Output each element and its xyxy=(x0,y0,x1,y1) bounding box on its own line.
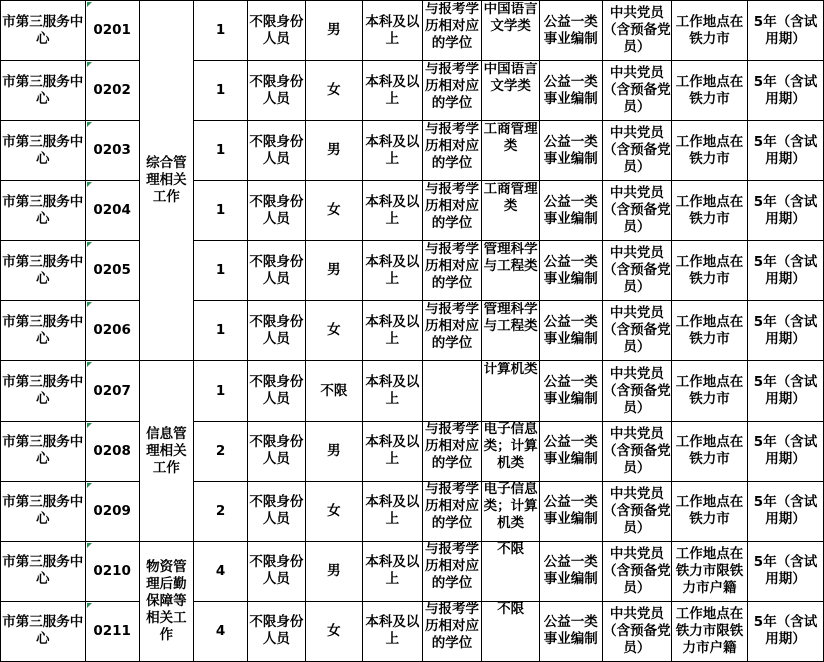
major-cell xyxy=(482,541,539,601)
recruit-count-cell: 4 xyxy=(193,601,247,661)
education-cell: 本科及以上 xyxy=(363,421,423,481)
identity-requirement-cell: 不限身份人员 xyxy=(248,121,305,181)
major-cell-text: 不限 xyxy=(497,542,525,558)
major-cell xyxy=(482,601,539,661)
service-term-cell: 5年（含试用期） xyxy=(748,241,824,301)
major-cell xyxy=(482,181,539,241)
recruit-count-cell: 2 xyxy=(193,421,247,481)
service-term-cell: 5年（含试用期） xyxy=(748,361,824,421)
major-cell-text: 电子信息类；计算机类 xyxy=(483,422,538,472)
unit-name-cell: 市第三服务中心 xyxy=(1,601,86,661)
position-code-cell: 0207 xyxy=(85,361,139,421)
major-cell-text: 工商管理类 xyxy=(483,121,538,154)
degree-cell xyxy=(422,361,482,421)
education-cell: 本科及以上 xyxy=(363,361,423,421)
table-row xyxy=(1,1,824,61)
education-cell: 本科及以上 xyxy=(363,121,423,181)
position-category-cell: 物资管理后勤保障等相关工作 xyxy=(139,541,193,661)
major-cell-text: 不限 xyxy=(497,602,525,618)
service-term-cell: 5年（含试用期） xyxy=(748,601,824,661)
service-term-cell: 5年（含试用期） xyxy=(748,1,824,61)
degree-cell-text: 与报考学历相对应的学位 xyxy=(425,542,480,592)
political-status-cell: 中共党员（含预备党员） xyxy=(602,181,671,241)
identity-requirement-cell: 不限身份人员 xyxy=(248,181,305,241)
table-row xyxy=(1,481,824,541)
table-row xyxy=(1,241,824,301)
degree-cell-text: 与报考学历相对应的学位 xyxy=(425,422,480,472)
political-status-cell: 中共党员（含预备党员） xyxy=(602,1,671,61)
staffing-nature-cell: 公益一类事业编制 xyxy=(539,541,602,601)
other-condition-cell: 工作地点在铁力市限铁力市户籍 xyxy=(672,541,748,601)
education-cell: 本科及以上 xyxy=(363,181,423,241)
major-cell xyxy=(482,241,539,301)
recruit-count-cell: 4 xyxy=(193,541,247,601)
gender-cell: 女 xyxy=(305,181,362,241)
table-row xyxy=(1,181,824,241)
staffing-nature-cell: 公益一类事业编制 xyxy=(539,181,602,241)
recruit-count-cell: 1 xyxy=(193,61,247,121)
unit-name-cell: 市第三服务中心 xyxy=(1,181,86,241)
degree-cell-text: 与报考学历相对应的学位 xyxy=(425,181,480,231)
degree-cell xyxy=(422,601,482,661)
major-cell xyxy=(482,61,539,121)
position-category-cell: 信息管理相关工作 xyxy=(139,361,193,541)
political-status-cell: 中共党员（含预备党员） xyxy=(602,301,671,361)
staffing-nature-cell: 公益一类事业编制 xyxy=(539,121,602,181)
other-condition-cell: 工作地点在铁力市 xyxy=(672,481,748,541)
staffing-nature-cell: 公益一类事业编制 xyxy=(539,481,602,541)
major-cell-text: 中国语言文学类 xyxy=(483,1,538,34)
staffing-nature-cell: 公益一类事业编制 xyxy=(539,1,602,61)
other-condition-cell: 工作地点在铁力市 xyxy=(672,181,748,241)
other-condition-cell: 工作地点在铁力市 xyxy=(672,421,748,481)
political-status-cell: 中共党员（含预备党员） xyxy=(602,121,671,181)
political-status-cell: 中共党员（含预备党员） xyxy=(602,481,671,541)
unit-name-cell: 市第三服务中心 xyxy=(1,121,86,181)
education-cell: 本科及以上 xyxy=(363,241,423,301)
degree-cell-text: 与报考学历相对应的学位 xyxy=(425,241,480,291)
political-status-cell: 中共党员（含预备党员） xyxy=(602,601,671,661)
major-cell xyxy=(482,361,539,421)
political-status-cell: 中共党员（含预备党员） xyxy=(602,541,671,601)
major-cell xyxy=(482,301,539,361)
political-status-cell: 中共党员（含预备党员） xyxy=(602,61,671,121)
gender-cell: 男 xyxy=(305,541,362,601)
gender-cell: 男 xyxy=(305,121,362,181)
degree-cell xyxy=(422,301,482,361)
degree-cell xyxy=(422,241,482,301)
staffing-nature-cell: 公益一类事业编制 xyxy=(539,421,602,481)
major-cell xyxy=(482,121,539,181)
staffing-nature-cell: 公益一类事业编制 xyxy=(539,61,602,121)
major-cell xyxy=(482,481,539,541)
degree-cell xyxy=(422,541,482,601)
recruit-count-cell: 1 xyxy=(193,1,247,61)
table-row xyxy=(1,61,824,121)
unit-name-cell: 市第三服务中心 xyxy=(1,61,86,121)
gender-cell: 女 xyxy=(305,601,362,661)
degree-cell xyxy=(422,421,482,481)
position-code-cell: 0210 xyxy=(85,541,139,601)
political-status-cell: 中共党员（含预备党员） xyxy=(602,361,671,421)
degree-cell xyxy=(422,1,482,61)
table-row xyxy=(1,601,824,661)
degree-cell xyxy=(422,121,482,181)
identity-requirement-cell: 不限身份人员 xyxy=(248,361,305,421)
service-term-cell: 5年（含试用期） xyxy=(748,181,824,241)
gender-cell: 女 xyxy=(305,301,362,361)
other-condition-cell: 工作地点在铁力市 xyxy=(672,1,748,61)
unit-name-cell: 市第三服务中心 xyxy=(1,241,86,301)
unit-name-cell: 市第三服务中心 xyxy=(1,361,86,421)
table-row xyxy=(1,121,824,181)
position-code-cell: 0201 xyxy=(85,1,139,61)
degree-cell xyxy=(422,181,482,241)
recruit-count-cell: 1 xyxy=(193,301,247,361)
major-cell-text: 工商管理类 xyxy=(483,181,538,214)
service-term-cell: 5年（含试用期） xyxy=(748,541,824,601)
staffing-nature-cell: 公益一类事业编制 xyxy=(539,361,602,421)
degree-cell-text: 与报考学历相对应的学位 xyxy=(425,61,480,111)
gender-cell: 女 xyxy=(305,481,362,541)
other-condition-cell: 工作地点在铁力市 xyxy=(672,301,748,361)
table-row xyxy=(1,361,824,421)
recruit-count-cell: 2 xyxy=(193,481,247,541)
unit-name-cell: 市第三服务中心 xyxy=(1,541,86,601)
recruit-count-cell: 1 xyxy=(193,241,247,301)
degree-cell-text: 与报考学历相对应的学位 xyxy=(425,482,480,532)
education-cell: 本科及以上 xyxy=(363,1,423,61)
major-cell-text: 中国语言文学类 xyxy=(483,61,538,94)
staffing-nature-cell: 公益一类事业编制 xyxy=(539,301,602,361)
staffing-nature-cell: 公益一类事业编制 xyxy=(539,601,602,661)
other-condition-cell: 工作地点在铁力市限铁力市户籍 xyxy=(672,601,748,661)
identity-requirement-cell: 不限身份人员 xyxy=(248,241,305,301)
major-cell xyxy=(482,421,539,481)
political-status-cell: 中共党员（含预备党员） xyxy=(602,241,671,301)
major-cell-text: 管理科学与工程类 xyxy=(483,241,538,274)
other-condition-cell: 工作地点在铁力市 xyxy=(672,61,748,121)
position-code-cell: 0206 xyxy=(85,301,139,361)
major-cell-text: 管理科学与工程类 xyxy=(483,301,538,334)
identity-requirement-cell: 不限身份人员 xyxy=(248,601,305,661)
position-code-cell: 0204 xyxy=(85,181,139,241)
major-cell-text: 电子信息类；计算机类 xyxy=(483,482,538,532)
education-cell: 本科及以上 xyxy=(363,601,423,661)
service-term-cell: 5年（含试用期） xyxy=(748,301,824,361)
unit-name-cell: 市第三服务中心 xyxy=(1,421,86,481)
service-term-cell: 5年（含试用期） xyxy=(748,421,824,481)
political-status-cell: 中共党员（含预备党员） xyxy=(602,421,671,481)
recruit-count-cell: 1 xyxy=(193,361,247,421)
degree-cell xyxy=(422,481,482,541)
identity-requirement-cell: 不限身份人员 xyxy=(248,1,305,61)
major-cell-text: 计算机类 xyxy=(483,362,538,377)
position-code-cell: 0211 xyxy=(85,601,139,661)
position-category-cell: 综合管理相关工作 xyxy=(139,1,193,361)
service-term-cell: 5年（含试用期） xyxy=(748,121,824,181)
identity-requirement-cell: 不限身份人员 xyxy=(248,481,305,541)
gender-cell: 不限 xyxy=(305,361,362,421)
position-code-cell: 0202 xyxy=(85,61,139,121)
table-row xyxy=(1,421,824,481)
other-condition-cell: 工作地点在铁力市 xyxy=(672,361,748,421)
gender-cell: 男 xyxy=(305,1,362,61)
service-term-cell: 5年（含试用期） xyxy=(748,61,824,121)
major-cell xyxy=(482,1,539,61)
staffing-nature-cell: 公益一类事业编制 xyxy=(539,241,602,301)
unit-name-cell: 市第三服务中心 xyxy=(1,481,86,541)
identity-requirement-cell: 不限身份人员 xyxy=(248,301,305,361)
position-code-cell: 0208 xyxy=(85,421,139,481)
degree-cell xyxy=(422,61,482,121)
education-cell: 本科及以上 xyxy=(363,481,423,541)
recruit-count-cell: 1 xyxy=(193,121,247,181)
other-condition-cell: 工作地点在铁力市 xyxy=(672,241,748,301)
unit-name-cell: 市第三服务中心 xyxy=(1,1,86,61)
position-code-cell: 0205 xyxy=(85,241,139,301)
position-code-cell: 0203 xyxy=(85,121,139,181)
position-code-cell: 0209 xyxy=(85,481,139,541)
degree-cell-text: 与报考学历相对应的学位 xyxy=(425,1,480,51)
education-cell: 本科及以上 xyxy=(363,61,423,121)
table-row xyxy=(1,541,824,601)
education-cell: 本科及以上 xyxy=(363,541,423,601)
recruit-count-cell: 1 xyxy=(193,181,247,241)
degree-cell-text: 与报考学历相对应的学位 xyxy=(425,121,480,171)
gender-cell: 女 xyxy=(305,61,362,121)
identity-requirement-cell: 不限身份人员 xyxy=(248,421,305,481)
gender-cell: 男 xyxy=(305,241,362,301)
identity-requirement-cell: 不限身份人员 xyxy=(248,61,305,121)
gender-cell: 男 xyxy=(305,421,362,481)
other-condition-cell: 工作地点在铁力市 xyxy=(672,121,748,181)
table-row xyxy=(1,301,824,361)
unit-name-cell: 市第三服务中心 xyxy=(1,301,86,361)
degree-cell-text: 与报考学历相对应的学位 xyxy=(425,602,480,652)
degree-cell-text: 与报考学历相对应的学位 xyxy=(425,301,480,351)
identity-requirement-cell: 不限身份人员 xyxy=(248,541,305,601)
education-cell: 本科及以上 xyxy=(363,301,423,361)
service-term-cell: 5年（含试用期） xyxy=(748,481,824,541)
